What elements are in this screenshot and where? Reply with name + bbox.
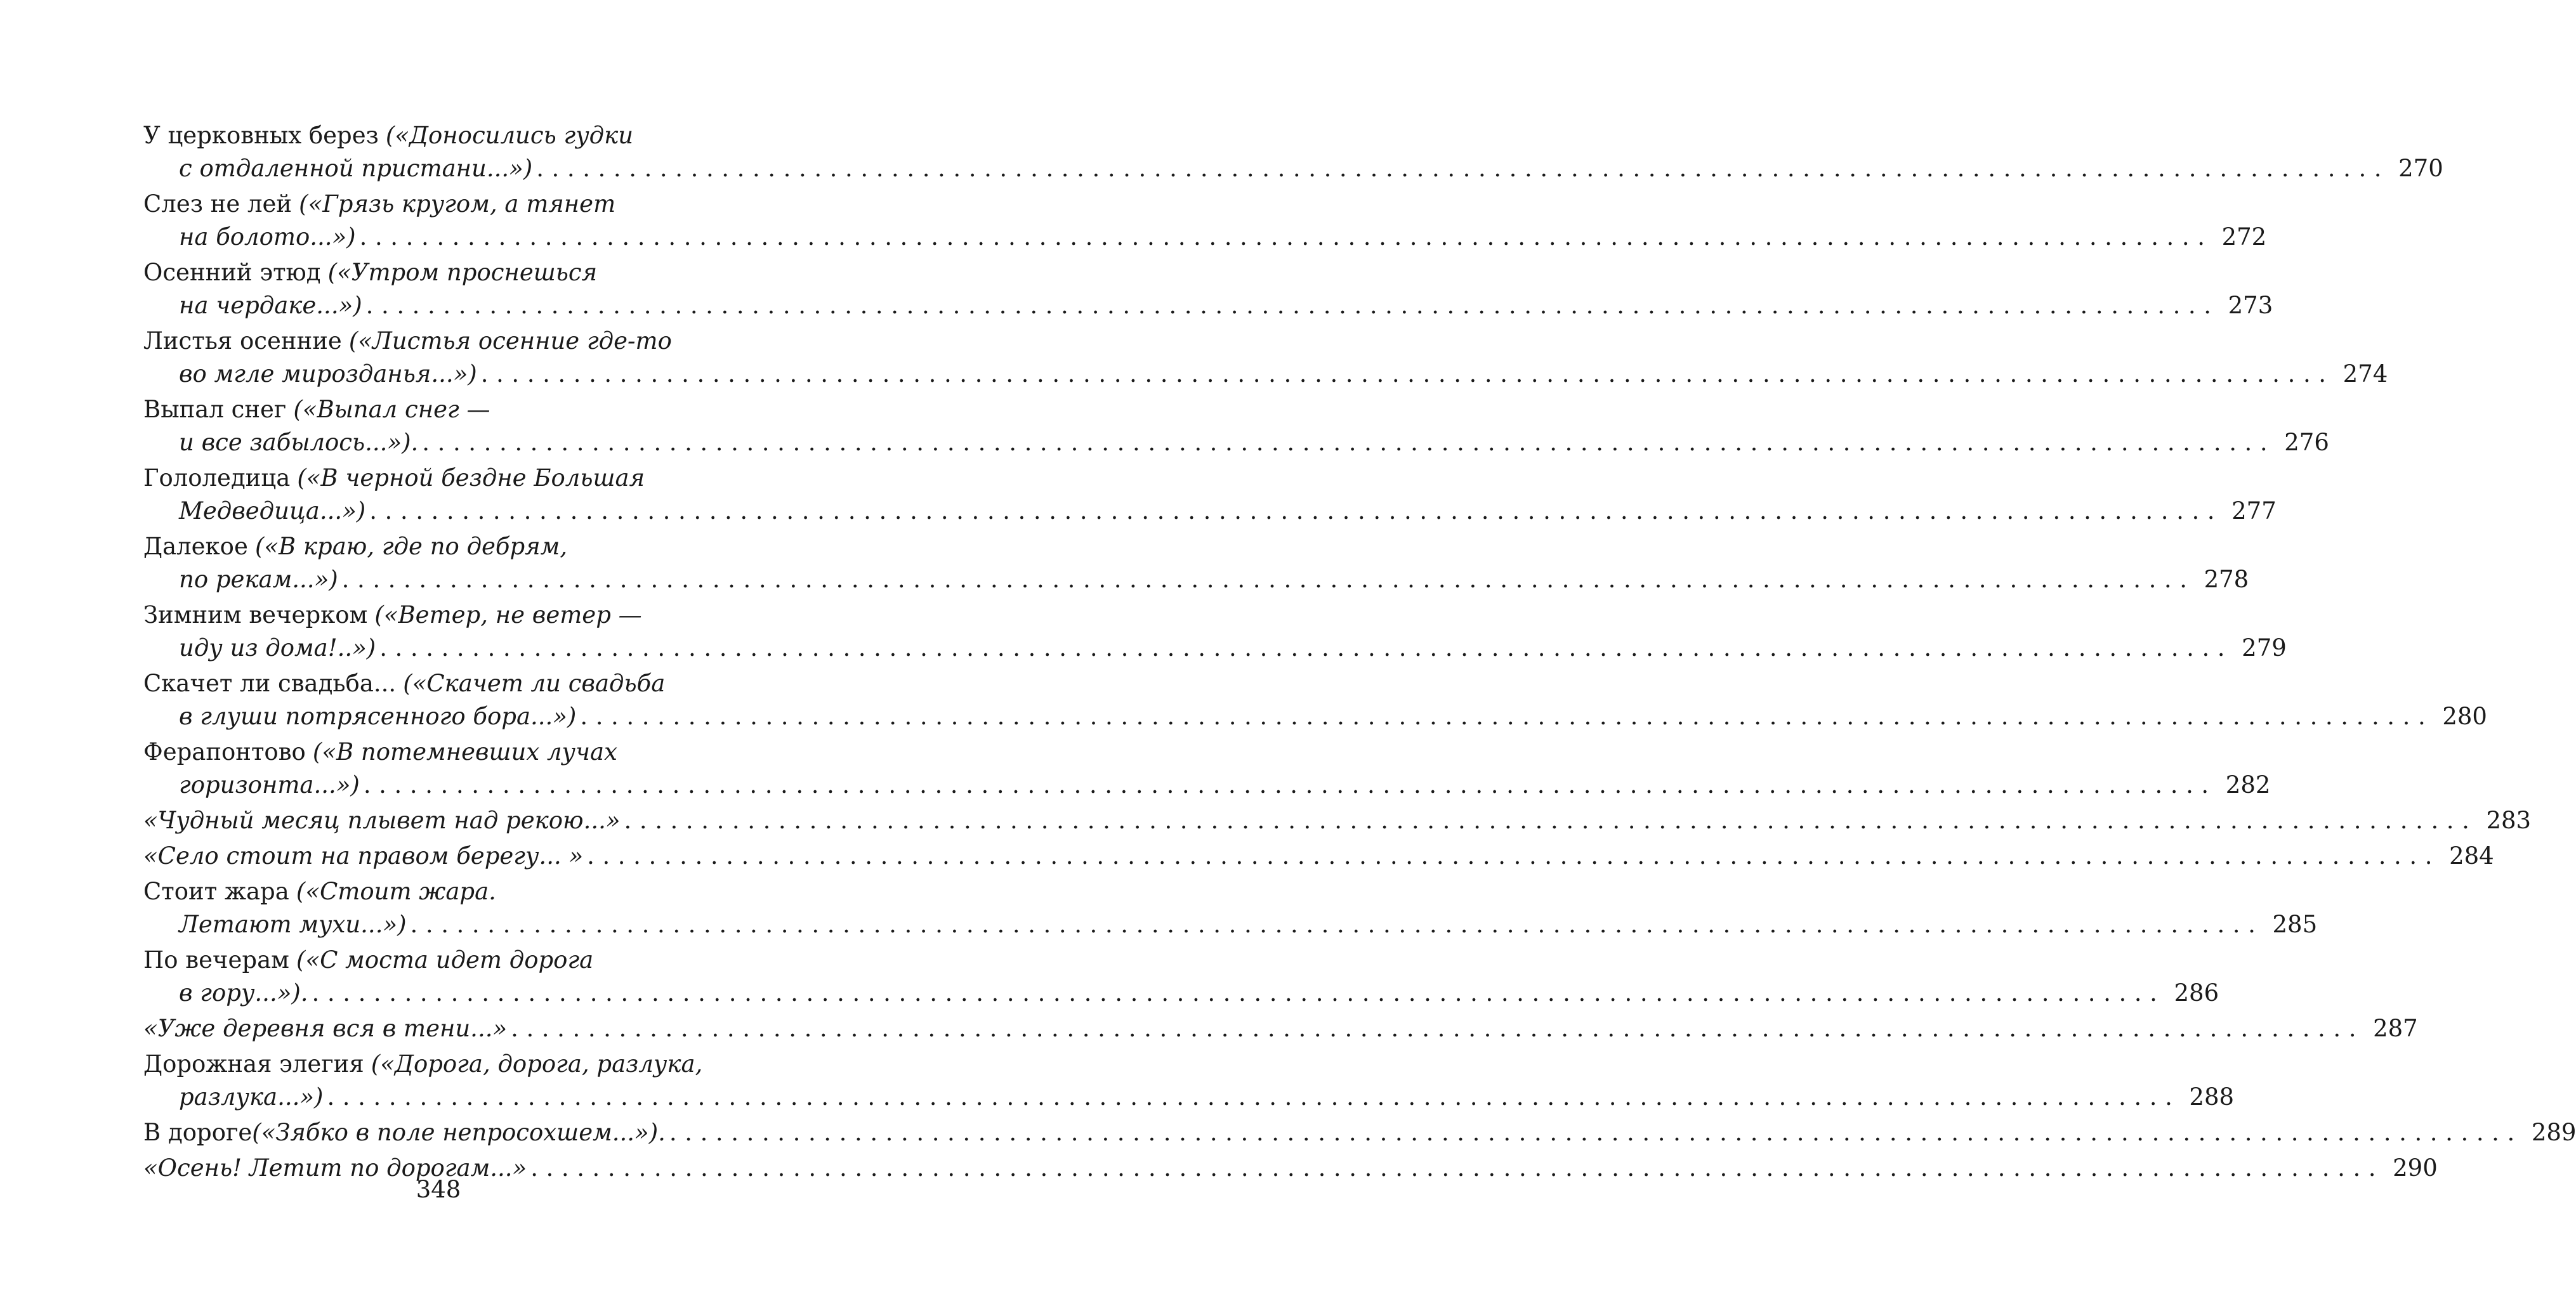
toc-entry-incipit: «Чудный месяц плывет над рекою...» — [143, 807, 621, 834]
toc-entry-incipit: («Дорога, дорога, разлука, — [371, 1050, 703, 1078]
toc-entry — [143, 119, 2443, 185]
toc-entry-incipit: («Доносились гудки — [385, 122, 634, 149]
toc-entry-first-line — [143, 325, 769, 358]
toc-entry-page: 289 — [2531, 1119, 2576, 1146]
toc-entry-incipit: «Осень! Летит по дорогам...» — [143, 1154, 527, 1182]
toc-entry — [143, 840, 2494, 873]
toc-entry-page: 279 — [2242, 634, 2287, 662]
toc-entry-incipit: («Зябко в поле непросохшем...»). — [252, 1119, 666, 1146]
toc-entry-incipit: («В черной бездне Большая — [297, 464, 645, 492]
toc-entry-second-line — [143, 563, 2249, 596]
toc-entry-incipit-cont: на болото...») — [179, 223, 356, 251]
toc-entry-second-line — [143, 1081, 2235, 1114]
dot-leader: ........................................................................................................................ — [359, 223, 2213, 251]
toc-entry-page: 280 — [2442, 703, 2487, 730]
toc-entry-page: 276 — [2284, 429, 2329, 456]
toc-entry-incipit: («Скачет ли свадьба — [403, 670, 666, 697]
toc-entry-incipit: («Ветер, не ветер — — [374, 601, 642, 629]
toc-entry-second-line — [143, 977, 2219, 1010]
toc-entry-incipit-cont: в гору...»). — [179, 979, 308, 1007]
toc-entry-page: 285 — [2272, 911, 2318, 938]
toc-entry-incipit: («Стоит жара. — [296, 878, 496, 905]
toc-entry — [143, 325, 2388, 391]
toc-entry-second-line — [143, 152, 2443, 185]
toc-entry-title: Далекое — [143, 533, 248, 560]
toc-entry-first-line — [143, 462, 769, 495]
dot-leader: ........................................................................................................................ — [341, 566, 2195, 593]
toc-entry — [143, 530, 2249, 596]
toc-entry — [143, 599, 2287, 665]
toc-entry-title: Осенний этюд — [143, 259, 321, 286]
toc-entry-first-line — [143, 530, 769, 563]
toc-entry-second-line — [143, 495, 2277, 528]
toc-entry-incipit: («Грязь кругом, а тянет — [299, 190, 616, 218]
toc-entry-page: 290 — [2393, 1154, 2438, 1182]
toc-entry-title: Стоит жара — [143, 878, 289, 905]
toc-entry-first-line — [143, 119, 769, 152]
toc-entry-second-line — [143, 700, 2487, 733]
toc-entry-incipit: «Уже деревня вся в тени...» — [143, 1015, 508, 1042]
toc-entry-page: 277 — [2231, 497, 2277, 525]
toc-entry-title: По вечерам — [143, 946, 289, 974]
toc-entry-incipit-cont: горизонта...») — [179, 771, 360, 799]
toc-entry-second-line — [143, 632, 2287, 665]
toc-entry — [143, 667, 2487, 733]
toc-entry-page: 284 — [2449, 842, 2494, 870]
toc-entry-first-line — [143, 256, 769, 289]
toc-entry — [143, 1048, 2235, 1114]
toc-entry-incipit-cont: Медведица...») — [179, 497, 366, 525]
toc-entry-title: Слез не лей — [143, 190, 292, 218]
dot-leader: ........................................................................................................................ — [410, 911, 2264, 938]
dot-leader: ........................................................................................................................ — [327, 1083, 2181, 1111]
toc-entry-first-line — [143, 599, 769, 632]
toc-entry-title: Гололедица — [143, 464, 291, 492]
toc-entry-second-line — [143, 908, 2318, 941]
toc-entry-incipit-cont: Летают мухи...») — [179, 911, 407, 938]
toc-entry — [143, 256, 2273, 322]
toc-entry-incipit-cont: на чердаке...») — [179, 292, 362, 319]
toc-entry-incipit-cont: по рекам...») — [179, 566, 338, 593]
toc-entry-page: 278 — [2204, 566, 2249, 593]
toc-entry-line — [143, 1012, 2418, 1045]
dot-leader: ........................................................................................................................ — [580, 703, 2434, 730]
toc-entry-title: Листья осенние — [143, 327, 342, 355]
toc-entry-incipit: («Утром проснешься — [327, 259, 598, 286]
dot-leader: ........................................................................................................................ — [365, 292, 2219, 319]
dot-leader: ........................................................................................................................ — [422, 429, 2276, 456]
toc-entry-incipit: «Село стоит на правом берегу... » — [143, 842, 584, 870]
dot-leader: ........................................................................................................................ — [511, 1015, 2365, 1042]
toc-entry-second-line — [143, 221, 2267, 254]
toc-entry-page: 270 — [2398, 155, 2443, 182]
dot-leader: ........................................................................................................................ — [363, 771, 2217, 799]
toc-entry-line — [143, 840, 2494, 873]
toc-entry-incipit: («С моста идет дорога — [296, 946, 594, 974]
toc-entry-incipit: («В краю, где по дебрям, — [254, 533, 568, 560]
dot-leader: ........................................................................................................................ — [530, 1154, 2384, 1182]
toc-entry-second-line — [143, 426, 2329, 459]
toc-entry-title: Выпал снег — [143, 396, 287, 423]
toc-entry-title: Скачет ли свадьба... — [143, 670, 397, 697]
dot-leader: ........................................................................................................................ — [624, 807, 2478, 834]
toc-entry-title: В дороге — [143, 1119, 253, 1146]
toc-entry-incipit-cont: разлука...») — [179, 1083, 324, 1111]
toc-entry-page: 288 — [2189, 1083, 2235, 1111]
dot-leader: ........................................................................................................................ — [480, 360, 2334, 388]
toc-entry — [143, 804, 2532, 837]
toc-entry-page: 283 — [2486, 807, 2532, 834]
toc-entry-title: Зимним вечерком — [143, 601, 368, 629]
toc-entry — [143, 462, 2277, 528]
toc-entry-incipit-cont: и все забылось...»). — [179, 429, 419, 456]
toc-entry-first-line — [143, 1048, 769, 1081]
toc-entry-first-line — [143, 875, 769, 908]
toc-entry — [143, 1116, 2576, 1149]
toc-entry-page: 282 — [2225, 771, 2271, 799]
toc-entry-page: 273 — [2228, 292, 2273, 319]
toc-entry — [143, 736, 2271, 802]
toc-entry-incipit: («Листья осенние где-то — [348, 327, 672, 355]
dot-leader: ........................................................................................................................ — [669, 1119, 2523, 1146]
toc-entry-page: 286 — [2174, 979, 2219, 1007]
page-number: 348 — [416, 1176, 461, 1203]
toc-entry — [143, 875, 2318, 941]
toc-entry — [143, 944, 2219, 1010]
toc-entry-second-line — [143, 769, 2271, 802]
dot-leader: ........................................................................................................................ — [379, 634, 2233, 662]
toc-entry-incipit-cont: во мгле мирозданья...») — [179, 360, 477, 388]
toc-entry — [143, 393, 2329, 459]
toc-entry-title: Ферапонтово — [143, 738, 306, 766]
dot-leader: ........................................................................................................................ — [587, 842, 2441, 870]
toc-entry-first-line — [143, 188, 769, 221]
dot-leader: ........................................................................................................................ — [536, 155, 2390, 182]
toc-entry-first-line — [143, 393, 769, 426]
toc-entry-first-line — [143, 667, 769, 700]
dot-leader: ........................................................................................................................ — [312, 979, 2165, 1007]
toc-entry-incipit-cont: иду из дома!..») — [179, 634, 376, 662]
toc-entry-second-line — [143, 289, 2273, 322]
toc-entry-page: 287 — [2373, 1015, 2418, 1042]
toc-entry-title: У церковных берез — [143, 122, 379, 149]
toc-entry-page: 272 — [2221, 223, 2267, 251]
toc-entry-first-line — [143, 736, 769, 769]
dot-leader: ........................................................................................................................ — [369, 497, 2223, 525]
toc-entry-line — [143, 1116, 2576, 1149]
toc-entry-first-line — [143, 944, 769, 977]
table-of-contents — [143, 119, 2576, 1187]
toc-entry-page: 274 — [2343, 360, 2388, 388]
toc-entry-line — [143, 804, 2532, 837]
toc-entry-incipit-cont: с отдаленной пристани...») — [179, 155, 533, 182]
toc-entry-incipit-cont: в глуши потрясенного бора...») — [179, 703, 577, 730]
toc-entry-incipit: («Выпал снег — — [293, 396, 490, 423]
toc-entry-title: Дорожная элегия — [143, 1050, 364, 1078]
toc-entry-incipit: («В потемневших лучах — [312, 738, 617, 766]
toc-entry-second-line — [143, 358, 2388, 391]
toc-entry — [143, 188, 2267, 254]
toc-entry — [143, 1012, 2418, 1045]
